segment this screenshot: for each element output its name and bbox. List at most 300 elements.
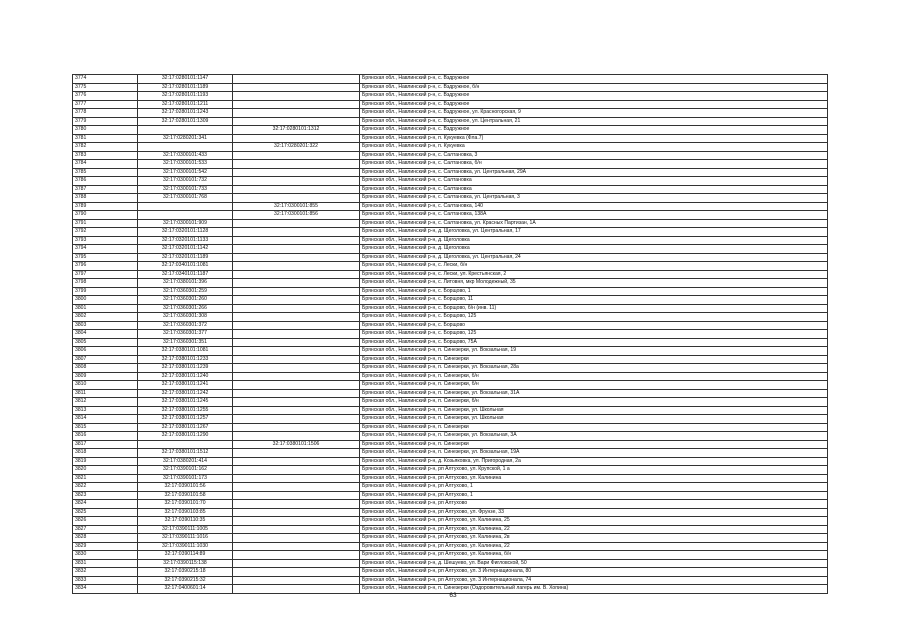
table-row — [73, 347, 828, 356]
address-cell: Брянская обл., Навлинский р-н, д. Щеголовка, ул. Центральная, 24 — [360, 253, 828, 262]
cadastral-number-cell: 32:17:0400601:14 — [138, 585, 233, 594]
cadastral-number-alt-cell — [233, 517, 360, 526]
cadastral-number-cell: 32:17:0390111:1030 — [138, 542, 233, 551]
row-number-cell: 3796 — [73, 262, 138, 271]
cadastral-number-alt-cell: 32:17:0300101:856 — [233, 211, 360, 220]
cadastral-number-alt-cell — [233, 134, 360, 143]
cadastral-number-cell: 32:17:0390111:1005 — [138, 525, 233, 534]
table-row — [73, 423, 828, 432]
row-number-cell: 3821 — [73, 474, 138, 483]
table-row — [73, 134, 828, 143]
table-row — [73, 525, 828, 534]
table-row — [73, 151, 828, 160]
cadastral-number-alt-cell — [233, 576, 360, 585]
table-row — [73, 287, 828, 296]
address-cell: Брянская обл., Навлинский р-н, рп Алтухово, ул. Калинина, 25 — [360, 517, 828, 526]
row-number-cell: 3805 — [73, 338, 138, 347]
cadastral-number-cell: 32:17:0390215:18 — [138, 568, 233, 577]
address-cell: Брянская обл., Навлинский р-н, п. Синезерки (Оздоровительный лагерь им. В. Хопина) — [360, 585, 828, 594]
table-row — [73, 457, 828, 466]
cadastral-number-cell — [138, 211, 233, 220]
row-number-cell: 3829 — [73, 542, 138, 551]
address-cell: Брянская обл., Навлинский р-н, рп Алтухово, 1 — [360, 491, 828, 500]
cadastral-number-alt-cell — [233, 449, 360, 458]
cadastral-number-alt-cell — [233, 253, 360, 262]
row-number-cell: 3774 — [73, 75, 138, 84]
table-row — [73, 279, 828, 288]
row-number-cell: 3797 — [73, 270, 138, 279]
row-number-cell: 3807 — [73, 355, 138, 364]
cadastral-number-alt-cell — [233, 432, 360, 441]
address-cell: Брянская обл., Навлинский р-н, д. Шешуево, ул. Вари Фигловской, 50 — [360, 559, 828, 568]
cadastral-number-cell: 32:17:0300101:732 — [138, 177, 233, 186]
table-row — [73, 202, 828, 211]
address-cell: Брянская обл., Навлинский р-н, п. Синезерки, ул. Вокзальная, 3А — [360, 432, 828, 441]
row-number-cell: 3794 — [73, 245, 138, 254]
table-row — [73, 321, 828, 330]
cadastral-number-cell: 32:17:0390103:85 — [138, 508, 233, 517]
cadastral-number-alt-cell — [233, 279, 360, 288]
row-number-cell: 3790 — [73, 211, 138, 220]
table-row — [73, 372, 828, 381]
cadastral-number-alt-cell — [233, 474, 360, 483]
table-row — [73, 381, 828, 390]
row-number-cell: 3789 — [73, 202, 138, 211]
cadastral-number-cell: 32:17:0380101:1257 — [138, 415, 233, 424]
address-cell: Брянская обл., Навлинский р-н, д. Щеголовка, ул. Центральная, 17 — [360, 228, 828, 237]
row-number-cell: 3803 — [73, 321, 138, 330]
address-cell: Брянская обл., Навлинский р-н, с. Салтановка — [360, 185, 828, 194]
address-cell: Брянская обл., Навлинский р-н, рп Алтухово, ул. Калинина, б/н — [360, 551, 828, 560]
cadastral-number-cell: 32:17:0340101:1187 — [138, 270, 233, 279]
cadastral-number-cell: 32:17:0360301:266 — [138, 304, 233, 313]
cadastral-number-alt-cell: 32:17:0280201:322 — [233, 143, 360, 152]
cadastral-number-alt-cell — [233, 100, 360, 109]
cadastral-number-alt-cell: 32:17:0280101:1312 — [233, 126, 360, 135]
address-cell: Брянская обл., Навлинский р-н, с. Вздружное — [360, 100, 828, 109]
row-number-cell: 3792 — [73, 228, 138, 237]
cadastral-number-alt-cell — [233, 117, 360, 126]
table-row — [73, 75, 828, 84]
cadastral-number-alt-cell — [233, 542, 360, 551]
row-number-cell: 3832 — [73, 568, 138, 577]
cadastral-number-cell: 32:17:0390101:173 — [138, 474, 233, 483]
row-number-cell: 3785 — [73, 168, 138, 177]
cadastral-number-cell: 32:17:0380101:1239 — [138, 364, 233, 373]
table-row — [73, 330, 828, 339]
row-number-cell: 3811 — [73, 389, 138, 398]
cadastral-number-alt-cell — [233, 423, 360, 432]
cadastral-number-alt-cell — [233, 381, 360, 390]
cadastral-number-cell: 32:17:0360301:308 — [138, 313, 233, 322]
row-number-cell: 3827 — [73, 525, 138, 534]
cadastral-number-cell: 32:17:0390110:35 — [138, 517, 233, 526]
cadastral-number-alt-cell — [233, 500, 360, 509]
address-cell: Брянская обл., Навлинский р-н, с. Борщово — [360, 321, 828, 330]
address-cell: Брянская обл., Навлинский р-н, с. Литовня, мкр Молодежный, 35 — [360, 279, 828, 288]
parcel-table — [72, 74, 828, 594]
cadastral-number-cell: 32:17:0300101:533 — [138, 160, 233, 169]
cadastral-number-alt-cell — [233, 287, 360, 296]
cadastral-number-alt-cell — [233, 568, 360, 577]
address-cell: Брянская обл., Навлинский р-н, с. Салтановка, 138А — [360, 211, 828, 220]
table-row — [73, 194, 828, 203]
address-cell: Брянская обл., Навлинский р-н, д. Козьяковка, ул. Пригородная, 2а — [360, 457, 828, 466]
cadastral-number-alt-cell — [233, 160, 360, 169]
table-row — [73, 576, 828, 585]
table-row — [73, 109, 828, 118]
address-cell: Брянская обл., Навлинский р-н, с. Борщово, б/н (инв. 11) — [360, 304, 828, 313]
cadastral-number-cell: 32:17:0280201:341 — [138, 134, 233, 143]
cadastral-number-alt-cell — [233, 245, 360, 254]
table-row — [73, 500, 828, 509]
cadastral-number-alt-cell — [233, 338, 360, 347]
row-number-cell: 3800 — [73, 296, 138, 305]
address-cell: Брянская обл., Навлинский р-н, рп Алтухово, ул. Крупской, 1 а — [360, 466, 828, 475]
address-cell: Брянская обл., Навлинский р-н, с. Салтановка, 3 — [360, 151, 828, 160]
cadastral-number-cell: 32:17:0380101:1240 — [138, 372, 233, 381]
cadastral-number-alt-cell — [233, 415, 360, 424]
cadastral-number-cell: 32:17:0380101:1512 — [138, 449, 233, 458]
table-row — [73, 296, 828, 305]
cadastral-number-cell: 32:17:0380101:1290 — [138, 432, 233, 441]
address-cell: Брянская обл., Навлинский р-н, с. Салтановка, ул. Центральная, 29А — [360, 168, 828, 177]
cadastral-number-alt-cell — [233, 551, 360, 560]
table-row — [73, 474, 828, 483]
address-cell: Брянская обл., Навлинский р-н, с. Салтановка, ул. Красных Партизан, 1А — [360, 219, 828, 228]
address-cell: Брянская обл., Навлинский р-н, рп Алтухово, ул. 3 Интернационала, 74 — [360, 576, 828, 585]
row-number-cell: 3788 — [73, 194, 138, 203]
cadastral-number-cell: 32:17:0320101:1133 — [138, 236, 233, 245]
cadastral-number-cell: 32:17:0280101:1147 — [138, 75, 233, 84]
cadastral-number-cell: 32:17:0380201:414 — [138, 457, 233, 466]
table-row — [73, 262, 828, 271]
cadastral-number-alt-cell — [233, 304, 360, 313]
row-number-cell: 3809 — [73, 372, 138, 381]
cadastral-number-alt-cell: 32:17:0380101:1506 — [233, 440, 360, 449]
row-number-cell: 3778 — [73, 109, 138, 118]
table-row — [73, 449, 828, 458]
table-row — [73, 364, 828, 373]
address-cell: Брянская обл., Навлинский р-н, п. Синезерки, ул. Вокзальная, 19 — [360, 347, 828, 356]
cadastral-number-cell: 32:17:0320101:1128 — [138, 228, 233, 237]
page-number: 63 — [449, 592, 457, 599]
address-cell: Брянская обл., Навлинский р-н, с. Борщово, 1 — [360, 287, 828, 296]
cadastral-number-alt-cell — [233, 75, 360, 84]
cadastral-number-alt-cell — [233, 406, 360, 415]
cadastral-number-cell: 32:17:0360301:260 — [138, 296, 233, 305]
table-row — [73, 92, 828, 101]
cadastral-number-alt-cell — [233, 83, 360, 92]
row-number-cell: 3810 — [73, 381, 138, 390]
cadastral-number-alt-cell — [233, 296, 360, 305]
cadastral-number-cell — [138, 440, 233, 449]
cadastral-number-alt-cell — [233, 466, 360, 475]
cadastral-number-cell: 32:17:0380101:1241 — [138, 381, 233, 390]
address-cell: Брянская обл., Навлинский р-н, д. Щеголовка — [360, 236, 828, 245]
cadastral-number-cell: 32:17:0380101:396 — [138, 279, 233, 288]
table-row — [73, 432, 828, 441]
table-row — [73, 313, 828, 322]
cadastral-number-cell: 32:17:0280101:1309 — [138, 117, 233, 126]
address-cell: Брянская обл., Навлинский р-н, с. Вздружное, ул. Центральная, 21 — [360, 117, 828, 126]
address-cell: Брянская обл., Навлинский р-н, п. Синезерки, б/н — [360, 381, 828, 390]
row-number-cell: 3780 — [73, 126, 138, 135]
row-number-cell: 3814 — [73, 415, 138, 424]
cadastral-number-cell: 32:17:0380101:1242 — [138, 389, 233, 398]
cadastral-number-alt-cell — [233, 313, 360, 322]
cadastral-number-cell: 32:17:0280101:1211 — [138, 100, 233, 109]
row-number-cell: 3820 — [73, 466, 138, 475]
cadastral-number-alt-cell — [233, 355, 360, 364]
row-number-cell: 3804 — [73, 330, 138, 339]
cadastral-number-cell: 32:17:0380101:1233 — [138, 355, 233, 364]
cadastral-number-cell — [138, 143, 233, 152]
cadastral-number-alt-cell — [233, 92, 360, 101]
cadastral-number-cell: 32:17:0340101:1081 — [138, 262, 233, 271]
address-cell: Брянская обл., Навлинский р-н, рп Алтухово — [360, 500, 828, 509]
row-number-cell: 3823 — [73, 491, 138, 500]
address-cell: Брянская обл., Навлинский р-н, с. Салтановка, б/н — [360, 160, 828, 169]
row-number-cell: 3786 — [73, 177, 138, 186]
cadastral-number-cell: 32:17:0390111:1016 — [138, 534, 233, 543]
table-row — [73, 245, 828, 254]
cadastral-number-cell: 32:17:0390215:32 — [138, 576, 233, 585]
cadastral-number-cell: 32:17:0320101:1189 — [138, 253, 233, 262]
row-number-cell: 3791 — [73, 219, 138, 228]
row-number-cell: 3793 — [73, 236, 138, 245]
table-row — [73, 406, 828, 415]
address-cell: Брянская обл., Навлинский р-н, с. Вздружное, б/н — [360, 83, 828, 92]
address-cell: Брянская обл., Навлинский р-н, п. Кукуевка — [360, 143, 828, 152]
table-row — [73, 355, 828, 364]
cadastral-number-alt-cell — [233, 398, 360, 407]
row-number-cell: 3812 — [73, 398, 138, 407]
row-number-cell: 3784 — [73, 160, 138, 169]
address-cell: Брянская обл., Навлинский р-н, с. Салтановка, 140 — [360, 202, 828, 211]
row-number-cell: 3802 — [73, 313, 138, 322]
row-number-cell: 3825 — [73, 508, 138, 517]
row-number-cell: 3826 — [73, 517, 138, 526]
cadastral-number-alt-cell — [233, 491, 360, 500]
address-cell: Брянская обл., Навлинский р-н, п. Синезерки, ул. Вокзальная, 31А — [360, 389, 828, 398]
row-number-cell: 3834 — [73, 585, 138, 594]
cadastral-number-cell: 32:17:0280101:1193 — [138, 92, 233, 101]
address-cell: Брянская обл., Навлинский р-н, рп Алтухово, ул. Калинина — [360, 474, 828, 483]
table-row — [73, 568, 828, 577]
table-row — [73, 440, 828, 449]
address-cell: Брянская обл., Навлинский р-н, рп Алтухово, ул. Фрунзе, 33 — [360, 508, 828, 517]
table-row — [73, 253, 828, 262]
row-number-cell: 3801 — [73, 304, 138, 313]
address-cell: Брянская обл., Навлинский р-н, рп Алтухово, 1 — [360, 483, 828, 492]
row-number-cell: 3781 — [73, 134, 138, 143]
table-row — [73, 466, 828, 475]
row-number-cell: 3798 — [73, 279, 138, 288]
cadastral-number-alt-cell — [233, 228, 360, 237]
table-row — [73, 100, 828, 109]
row-number-cell: 3808 — [73, 364, 138, 373]
row-number-cell: 3775 — [73, 83, 138, 92]
cadastral-number-cell: 32:17:0380101:1267 — [138, 423, 233, 432]
cadastral-number-cell: 32:17:0390114:89 — [138, 551, 233, 560]
cadastral-number-alt-cell — [233, 534, 360, 543]
row-number-cell: 3795 — [73, 253, 138, 262]
cadastral-number-alt-cell — [233, 236, 360, 245]
address-cell: Брянская обл., Навлинский р-н, с. Салтановка — [360, 177, 828, 186]
address-cell: Брянская обл., Навлинский р-н, рп Алтухово, ул. Калинина, 22 — [360, 525, 828, 534]
row-number-cell: 3817 — [73, 440, 138, 449]
cadastral-number-cell: 32:17:0380101:1255 — [138, 406, 233, 415]
address-cell: Брянская обл., Навлинский р-н, п. Синезерки, ул. Вокзальная, 19А — [360, 449, 828, 458]
cadastral-number-cell: 32:17:0390101:56 — [138, 483, 233, 492]
table-row — [73, 508, 828, 517]
table-row — [73, 559, 828, 568]
address-cell: Брянская обл., Навлинский р-н, с. Лески, ул. Крестьянская, 2 — [360, 270, 828, 279]
cadastral-number-alt-cell — [233, 364, 360, 373]
table-row — [73, 185, 828, 194]
table-row — [73, 517, 828, 526]
cadastral-number-alt-cell — [233, 185, 360, 194]
address-cell: Брянская обл., Навлинский р-н, с. Лески, б/н — [360, 262, 828, 271]
cadastral-number-cell: 32:17:0300101:433 — [138, 151, 233, 160]
table-row — [73, 83, 828, 92]
table-row — [73, 211, 828, 220]
cadastral-number-alt-cell — [233, 151, 360, 160]
row-number-cell: 3813 — [73, 406, 138, 415]
cadastral-number-alt-cell — [233, 372, 360, 381]
address-cell: Брянская обл., Навлинский р-н, п. Синезерки, б/н — [360, 398, 828, 407]
table-row — [73, 219, 828, 228]
row-number-cell: 3818 — [73, 449, 138, 458]
row-number-cell: 3828 — [73, 534, 138, 543]
cadastral-number-alt-cell: 32:17:0300101:855 — [233, 202, 360, 211]
row-number-cell: 3777 — [73, 100, 138, 109]
address-cell: Брянская обл., Навлинский р-н, с. Салтановка, ул. Центральная, 3 — [360, 194, 828, 203]
table-row — [73, 338, 828, 347]
cadastral-number-cell: 32:17:0300101:542 — [138, 168, 233, 177]
row-number-cell: 3787 — [73, 185, 138, 194]
address-cell: Брянская обл., Навлинский р-н, п. Кукуевка (Фла.7) — [360, 134, 828, 143]
table-row — [73, 168, 828, 177]
address-cell: Брянская обл., Навлинский р-н, рп Алтухово, ул. Калинина, 2в — [360, 534, 828, 543]
table-row — [73, 398, 828, 407]
cadastral-number-alt-cell — [233, 457, 360, 466]
cadastral-number-cell: 32:17:0280101:1243 — [138, 109, 233, 118]
table-row — [73, 177, 828, 186]
address-cell: Брянская обл., Навлинский р-н, с. Вздружное — [360, 75, 828, 84]
table-row — [73, 415, 828, 424]
cadastral-number-alt-cell — [233, 177, 360, 186]
address-cell: Брянская обл., Навлинский р-н, с. Борщово, 75А — [360, 338, 828, 347]
cadastral-number-cell: 32:17:0390101:58 — [138, 491, 233, 500]
parcel-table-body — [73, 75, 828, 594]
cadastral-number-cell: 32:17:0380101:1245 — [138, 398, 233, 407]
cadastral-number-alt-cell — [233, 483, 360, 492]
address-cell: Брянская обл., Навлинский р-н, п. Синезерки — [360, 355, 828, 364]
cadastral-number-alt-cell — [233, 194, 360, 203]
address-cell: Брянская обл., Навлинский р-н, п. Синезерки, ул. Вокзальная, 28а — [360, 364, 828, 373]
cadastral-number-cell: 32:17:0360301:259 — [138, 287, 233, 296]
table-row — [73, 483, 828, 492]
table-row — [73, 160, 828, 169]
cadastral-number-alt-cell — [233, 321, 360, 330]
cadastral-number-alt-cell — [233, 262, 360, 271]
table-row — [73, 542, 828, 551]
table-row — [73, 304, 828, 313]
address-cell: Брянская обл., Навлинский р-н, рп Алтухово, ул. Калинина, 22 — [360, 542, 828, 551]
address-cell: Брянская обл., Навлинский р-н, п. Синезерки — [360, 423, 828, 432]
table-row — [73, 491, 828, 500]
address-cell: Брянская обл., Навлинский р-н, с. Вздружное — [360, 92, 828, 101]
row-number-cell: 3816 — [73, 432, 138, 441]
row-number-cell: 3782 — [73, 143, 138, 152]
address-cell: Брянская обл., Навлинский р-н, с. Борщово, 125 — [360, 313, 828, 322]
cadastral-number-alt-cell — [233, 389, 360, 398]
cadastral-number-alt-cell — [233, 270, 360, 279]
row-number-cell: 3779 — [73, 117, 138, 126]
cadastral-number-cell: 32:17:0360301:351 — [138, 338, 233, 347]
row-number-cell: 3819 — [73, 457, 138, 466]
cadastral-number-alt-cell — [233, 330, 360, 339]
table-row — [73, 143, 828, 152]
row-number-cell: 3822 — [73, 483, 138, 492]
cadastral-number-cell: 32:17:0360301:372 — [138, 321, 233, 330]
cadastral-number-cell: 32:17:0320101:1142 — [138, 245, 233, 254]
table-row — [73, 270, 828, 279]
table-row — [73, 534, 828, 543]
cadastral-number-cell — [138, 126, 233, 135]
address-cell: Брянская обл., Навлинский р-н, с. Вздружное, ул. Красногорская, 9 — [360, 109, 828, 118]
cadastral-number-cell: 32:17:0360301:377 — [138, 330, 233, 339]
cadastral-number-alt-cell — [233, 109, 360, 118]
address-cell: Брянская обл., Навлинский р-н, д. Щеголовка — [360, 245, 828, 254]
address-cell: Брянская обл., Навлинский р-н, с. Борщово, 11 — [360, 296, 828, 305]
address-cell: Брянская обл., Навлинский р-н, п. Синезерки, ул. Школьная — [360, 406, 828, 415]
table-row — [73, 389, 828, 398]
row-number-cell: 3783 — [73, 151, 138, 160]
address-cell: Брянская обл., Навлинский р-н, рп Алтухово, ул. 3 Интернационала, 80 — [360, 568, 828, 577]
address-cell: Брянская обл., Навлинский р-н, п. Синезерки — [360, 440, 828, 449]
cadastral-number-cell: 32:17:0380101:1081 — [138, 347, 233, 356]
cadastral-number-cell — [138, 202, 233, 211]
row-number-cell: 3815 — [73, 423, 138, 432]
cadastral-number-cell: 32:17:0300101:733 — [138, 185, 233, 194]
cadastral-number-alt-cell — [233, 168, 360, 177]
cadastral-number-alt-cell — [233, 559, 360, 568]
address-cell: Брянская обл., Навлинский р-н, п. Синезерки, б/н — [360, 372, 828, 381]
row-number-cell: 3831 — [73, 559, 138, 568]
row-number-cell: 3776 — [73, 92, 138, 101]
row-number-cell: 3830 — [73, 551, 138, 560]
row-number-cell: 3833 — [73, 576, 138, 585]
cadastral-number-cell: 32:17:0390101:162 — [138, 466, 233, 475]
cadastral-number-alt-cell — [233, 347, 360, 356]
row-number-cell: 3806 — [73, 347, 138, 356]
table-row — [73, 126, 828, 135]
cadastral-number-cell: 32:17:0300101:768 — [138, 194, 233, 203]
cadastral-number-cell: 32:17:0280101:1189 — [138, 83, 233, 92]
table-row — [73, 228, 828, 237]
cadastral-number-alt-cell — [233, 508, 360, 517]
address-cell: Брянская обл., Навлинский р-н, с. Вздружное — [360, 126, 828, 135]
table-row — [73, 551, 828, 560]
cadastral-number-cell: 32:17:0390101:70 — [138, 500, 233, 509]
cadastral-number-alt-cell — [233, 525, 360, 534]
row-number-cell: 3824 — [73, 500, 138, 509]
cadastral-number-cell: 32:17:0390115:138 — [138, 559, 233, 568]
cadastral-number-alt-cell — [233, 219, 360, 228]
